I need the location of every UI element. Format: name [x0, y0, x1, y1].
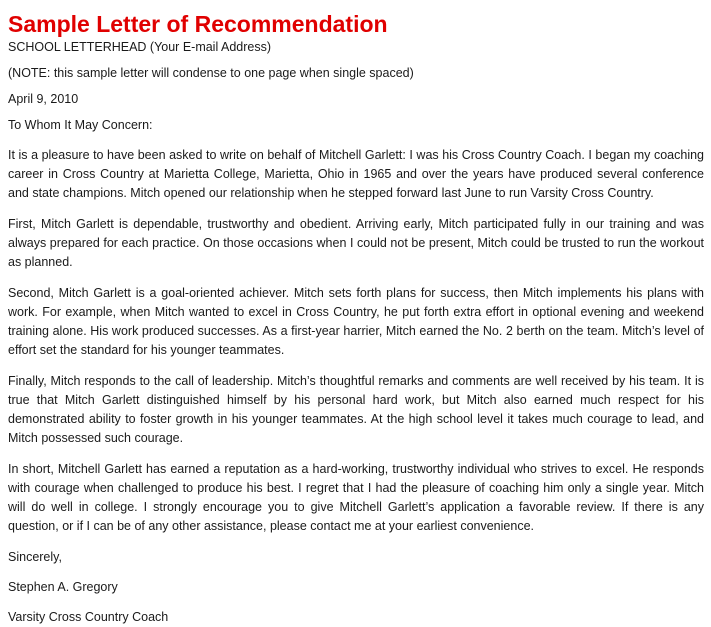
- paragraph-intro: It is a pleasure to have been asked to write on behalf of Mitchell Garlett: I was his Cross Country Coach. I began my coaching career in Cross Country at Marietta College, Marietta, Ohio in 1965 and over the years have produced several conference and state champions. Mitch opened our relationship when he stepped forward last June to run Varsity Cross Country.: [8, 148, 704, 200]
- note-line: (NOTE: this sample letter will condense to one page when single spaced): [8, 66, 414, 80]
- page-title: Sample Letter of Recommendation: [8, 11, 388, 37]
- paragraph-summary: In short, Mitchell Garlett has earned a reputation as a hard-working, trustworthy individual who strives to excel. He responds with courage when challenged to produce his best. I regret that I had the pleasure of coaching him only a single year. Mitch will do well in college. I strongly encourage you to give Mitchell Garlett’s application a favorable review. If there is any question, or if I can be of any other assistance, please contact me at your earliest convenience.: [8, 462, 704, 533]
- closing: Sincerely,: [8, 550, 62, 564]
- paragraph-leadership: Finally, Mitch responds to the call of leadership. Mitch’s thoughtful remarks and comments are well received by his team. It is true that Mitch Garlett distinguished himself by his personal hard work, but Mitch also earned much respect for his demonstrated ability to foster growth in his younger teammates. At the high school level it takes much courage to lead, and Mitch possessed such courage.: [8, 374, 704, 445]
- letterhead-line: SCHOOL LETTERHEAD (Your E-mail Address): [8, 40, 272, 54]
- signer-title: Varsity Cross Country Coach: [8, 610, 169, 624]
- salutation: To Whom It May Concern:: [8, 118, 153, 132]
- signer-name: Stephen A. Gregory: [8, 580, 118, 594]
- paragraph-dependable: First, Mitch Garlett is dependable, trustworthy and obedient. Arriving early, Mitch participated fully in our training and was always prepared for each practice. On those occasions when I could not be present, Mitch could be trusted to run the workout as planned.: [8, 217, 704, 269]
- paragraph-achiever: Second, Mitch Garlett is a goal-oriented achiever. Mitch sets forth plans for success, then Mitch implements his plans with work. For example, when Mitch wanted to excel in Cross Country, he put forth extra effort in optional evening and weekend training alone. His work produced successes. As a first-year harrier, Mitch earned the No. 2 berth on the team. Mitch’s level of effort set the standard for his younger teammates.: [8, 286, 704, 357]
- letter-date: April 9, 2010: [8, 92, 79, 106]
